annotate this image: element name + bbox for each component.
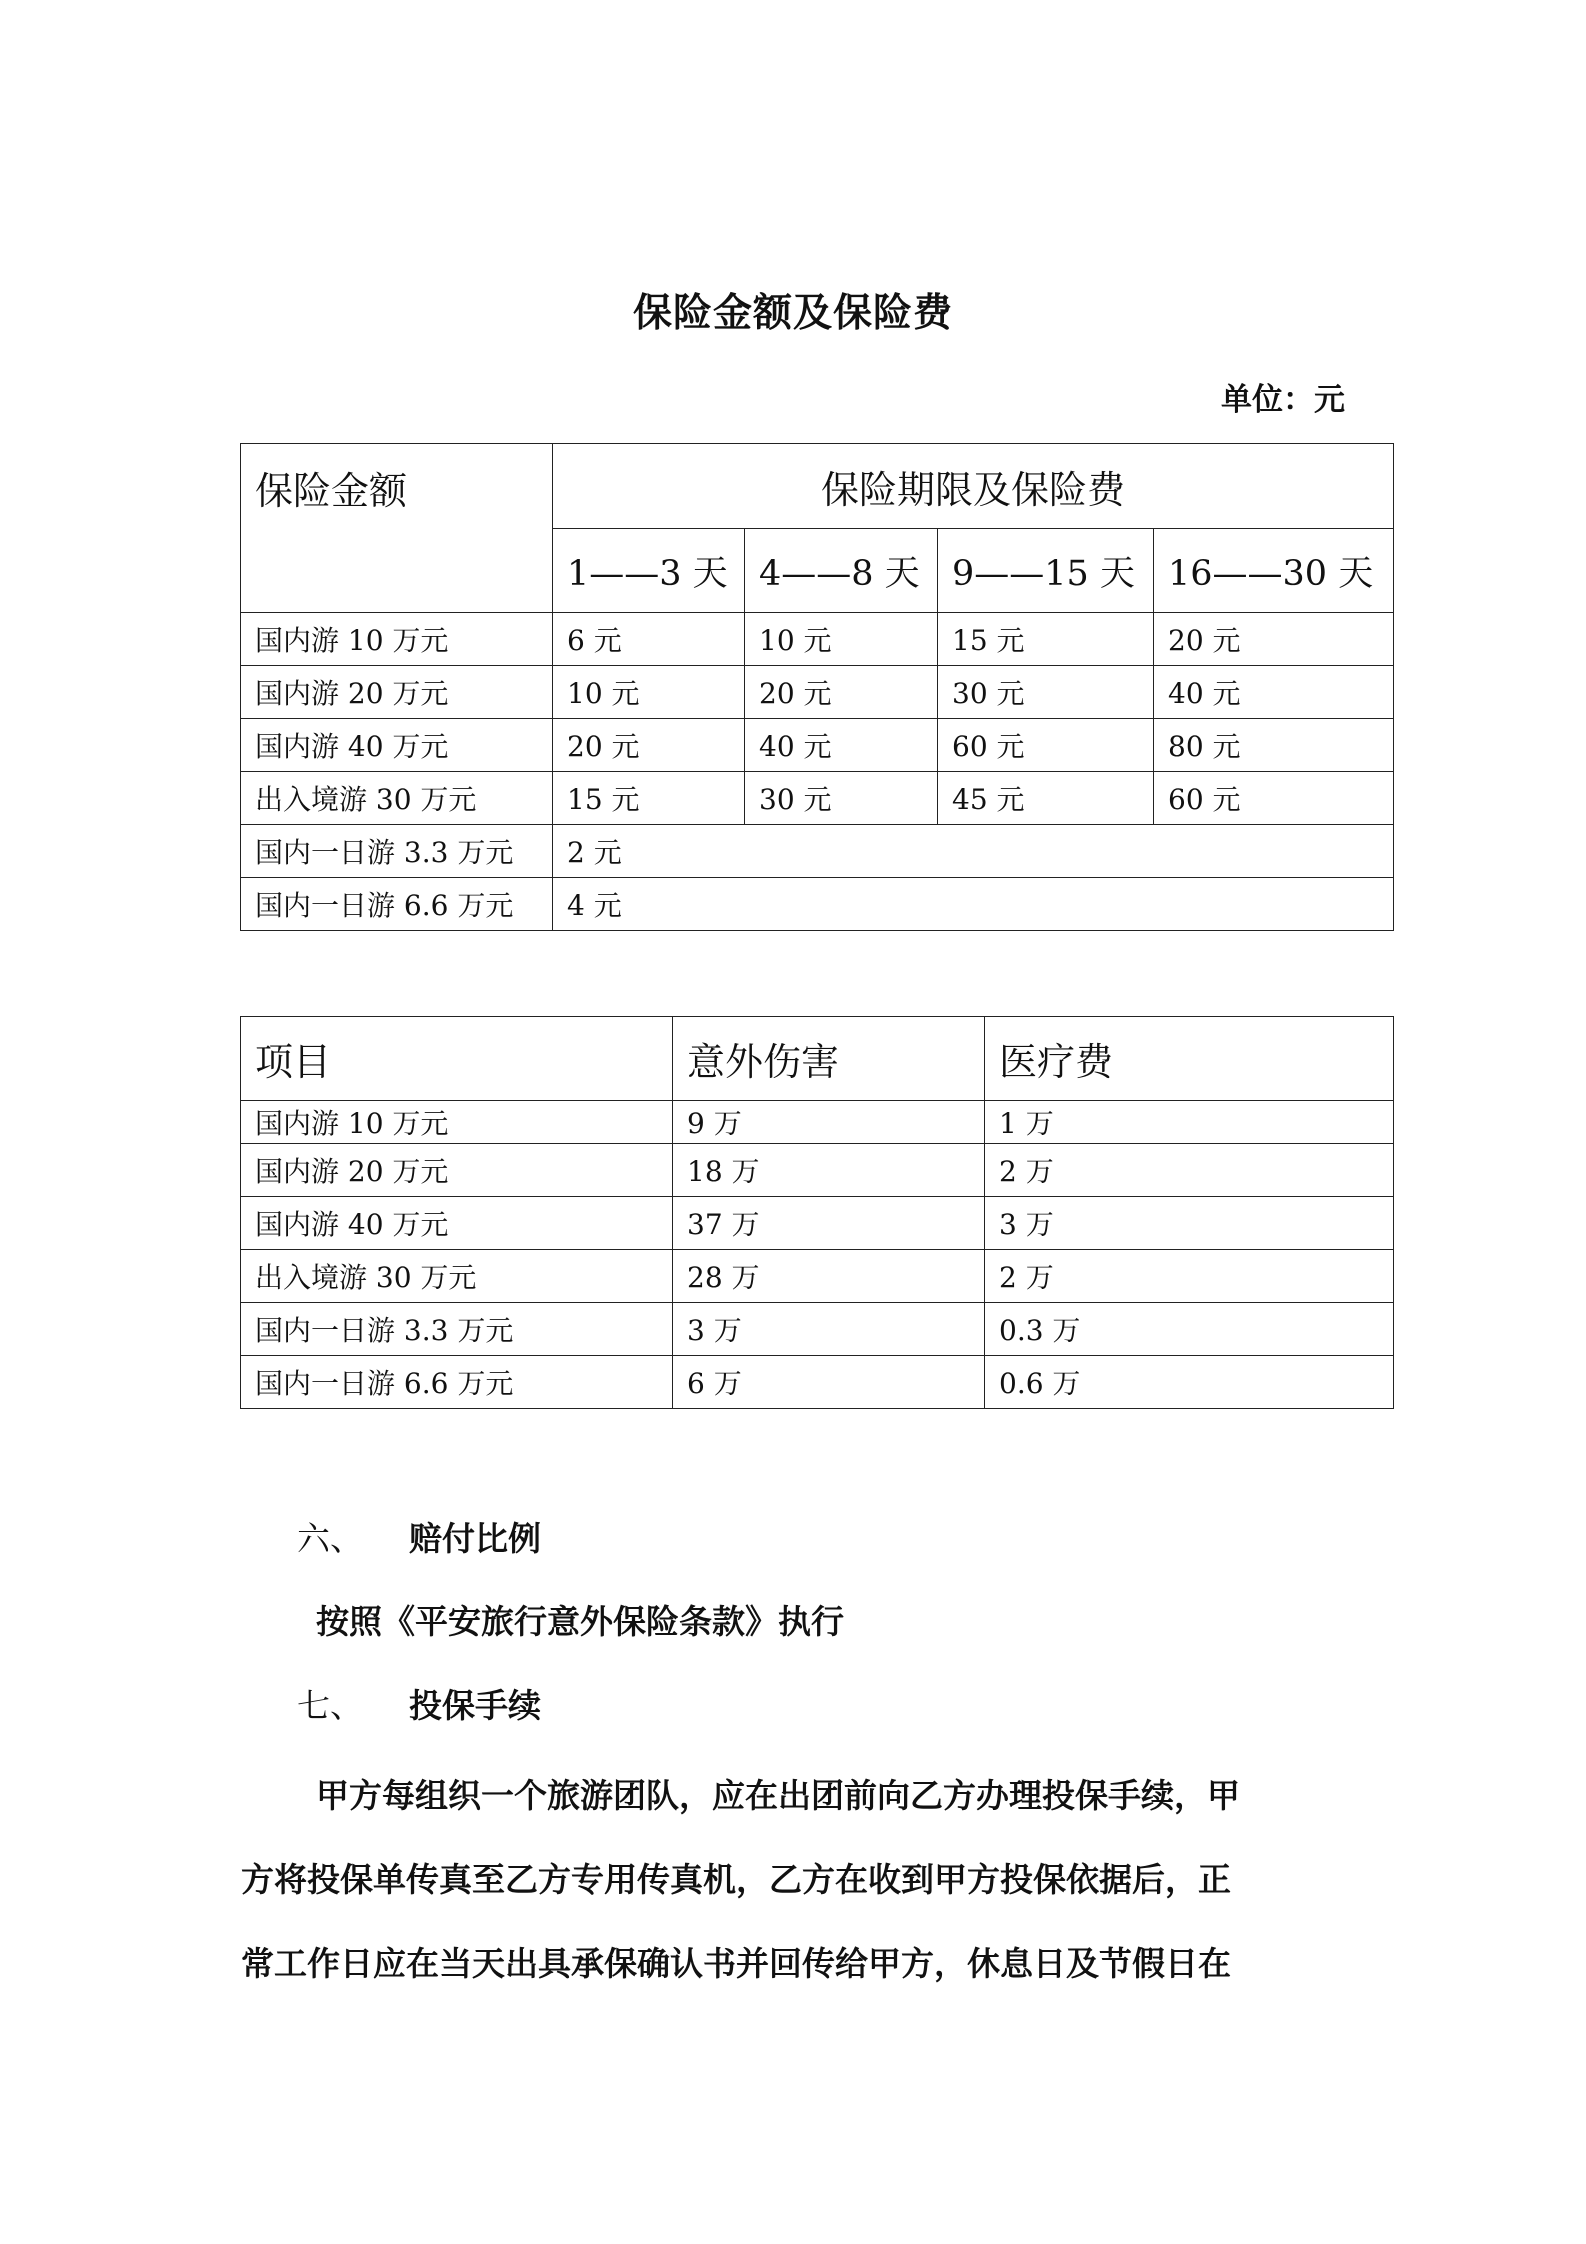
premium-cell: 20 元 — [1154, 613, 1394, 666]
medical-cell: 2 万 — [985, 1144, 1394, 1197]
row-label: 国内一日游 6.6 万元 — [241, 1356, 673, 1409]
premium-cell: 4 元 — [553, 878, 1394, 931]
medical-cell: 3 万 — [985, 1197, 1394, 1250]
row-label: 国内一日游 6.6 万元 — [241, 878, 553, 931]
section-6-text: 按照《平安旅行意外保险条款》执行 — [316, 1602, 844, 1641]
row-label: 国内游 20 万元 — [241, 666, 553, 719]
accident-cell: 3 万 — [673, 1303, 985, 1356]
header-accident: 意外伤害 — [673, 1017, 985, 1101]
table-row — [241, 666, 1394, 719]
header-period-premium: 保险期限及保险费 — [553, 444, 1394, 529]
premium-cell: 40 元 — [745, 719, 938, 772]
premium-cell: 60 元 — [938, 719, 1154, 772]
table-row — [241, 772, 1394, 825]
unit-label: 单位：元 — [1221, 382, 1345, 418]
premium-cell: 10 元 — [745, 613, 938, 666]
header-item: 项目 — [241, 1017, 673, 1101]
premium-cell: 60 元 — [1154, 772, 1394, 825]
medical-cell: 0.6 万 — [985, 1356, 1394, 1409]
header-insured-amount: 保险金额 — [241, 444, 553, 613]
row-label: 出入境游 30 万元 — [241, 1250, 673, 1303]
period-cell: 4——8 天 — [745, 529, 938, 613]
accident-cell: 37 万 — [673, 1197, 985, 1250]
row-label: 出入境游 30 万元 — [241, 772, 553, 825]
premium-cell: 20 元 — [745, 666, 938, 719]
table-row — [241, 719, 1394, 772]
row-label: 国内游 10 万元 — [241, 613, 553, 666]
section-7-number: 七、 — [297, 1686, 363, 1725]
row-label: 国内一日游 3.3 万元 — [241, 825, 553, 878]
premium-cell: 40 元 — [1154, 666, 1394, 719]
section-6-number: 六、 — [297, 1519, 363, 1558]
section-7-title: 投保手续 — [409, 1686, 541, 1725]
accident-cell: 28 万 — [673, 1250, 985, 1303]
premium-cell: 30 元 — [745, 772, 938, 825]
section-7-paragraph-line: 甲方每组织一个旅游团队，应在出团前向乙方办理投保手续，甲 — [316, 1776, 1240, 1815]
row-label: 国内游 40 万元 — [241, 1197, 673, 1250]
header-medical: 医疗费 — [985, 1017, 1394, 1101]
premium-cell: 15 元 — [938, 613, 1154, 666]
section-6-title: 赔付比例 — [409, 1519, 541, 1558]
coverage-table — [240, 1016, 1394, 1409]
accident-cell: 18 万 — [673, 1144, 985, 1197]
table-row — [241, 1144, 1394, 1197]
premium-cell: 20 元 — [553, 719, 745, 772]
coverage-header-row — [241, 1017, 1394, 1101]
table-row — [241, 878, 1394, 931]
period-cell: 16——30 天 — [1154, 529, 1394, 613]
premium-cell: 15 元 — [553, 772, 745, 825]
section-7-paragraph-line: 方将投保单传真至乙方专用传真机，乙方在收到甲方投保依据后，正 — [241, 1860, 1231, 1899]
table-row — [241, 825, 1394, 878]
table-row — [241, 1303, 1394, 1356]
premium-cell: 30 元 — [938, 666, 1154, 719]
row-label: 国内游 40 万元 — [241, 719, 553, 772]
period-cell: 9——15 天 — [938, 529, 1154, 613]
accident-cell: 9 万 — [673, 1101, 985, 1144]
table-row — [241, 1356, 1394, 1409]
table-row — [241, 1197, 1394, 1250]
premium-header-row — [241, 444, 1394, 529]
premium-cell: 10 元 — [553, 666, 745, 719]
premium-cell: 45 元 — [938, 772, 1154, 825]
page-title: 保险金额及保险费 — [632, 291, 953, 336]
table-row — [241, 1250, 1394, 1303]
row-label: 国内游 20 万元 — [241, 1144, 673, 1197]
row-label: 国内游 10 万元 — [241, 1101, 673, 1144]
table-row — [241, 613, 1394, 666]
premium-cell: 80 元 — [1154, 719, 1394, 772]
period-cell: 1——3 天 — [553, 529, 745, 613]
row-label: 国内一日游 3.3 万元 — [241, 1303, 673, 1356]
premium-table — [240, 443, 1394, 931]
table-row — [241, 1101, 1394, 1144]
medical-cell: 2 万 — [985, 1250, 1394, 1303]
section-7-paragraph-line: 常工作日应在当天出具承保确认书并回传给甲方，休息日及节假日在 — [241, 1944, 1231, 1983]
medical-cell: 1 万 — [985, 1101, 1394, 1144]
accident-cell: 6 万 — [673, 1356, 985, 1409]
premium-cell: 6 元 — [553, 613, 745, 666]
medical-cell: 0.3 万 — [985, 1303, 1394, 1356]
premium-cell: 2 元 — [553, 825, 1394, 878]
